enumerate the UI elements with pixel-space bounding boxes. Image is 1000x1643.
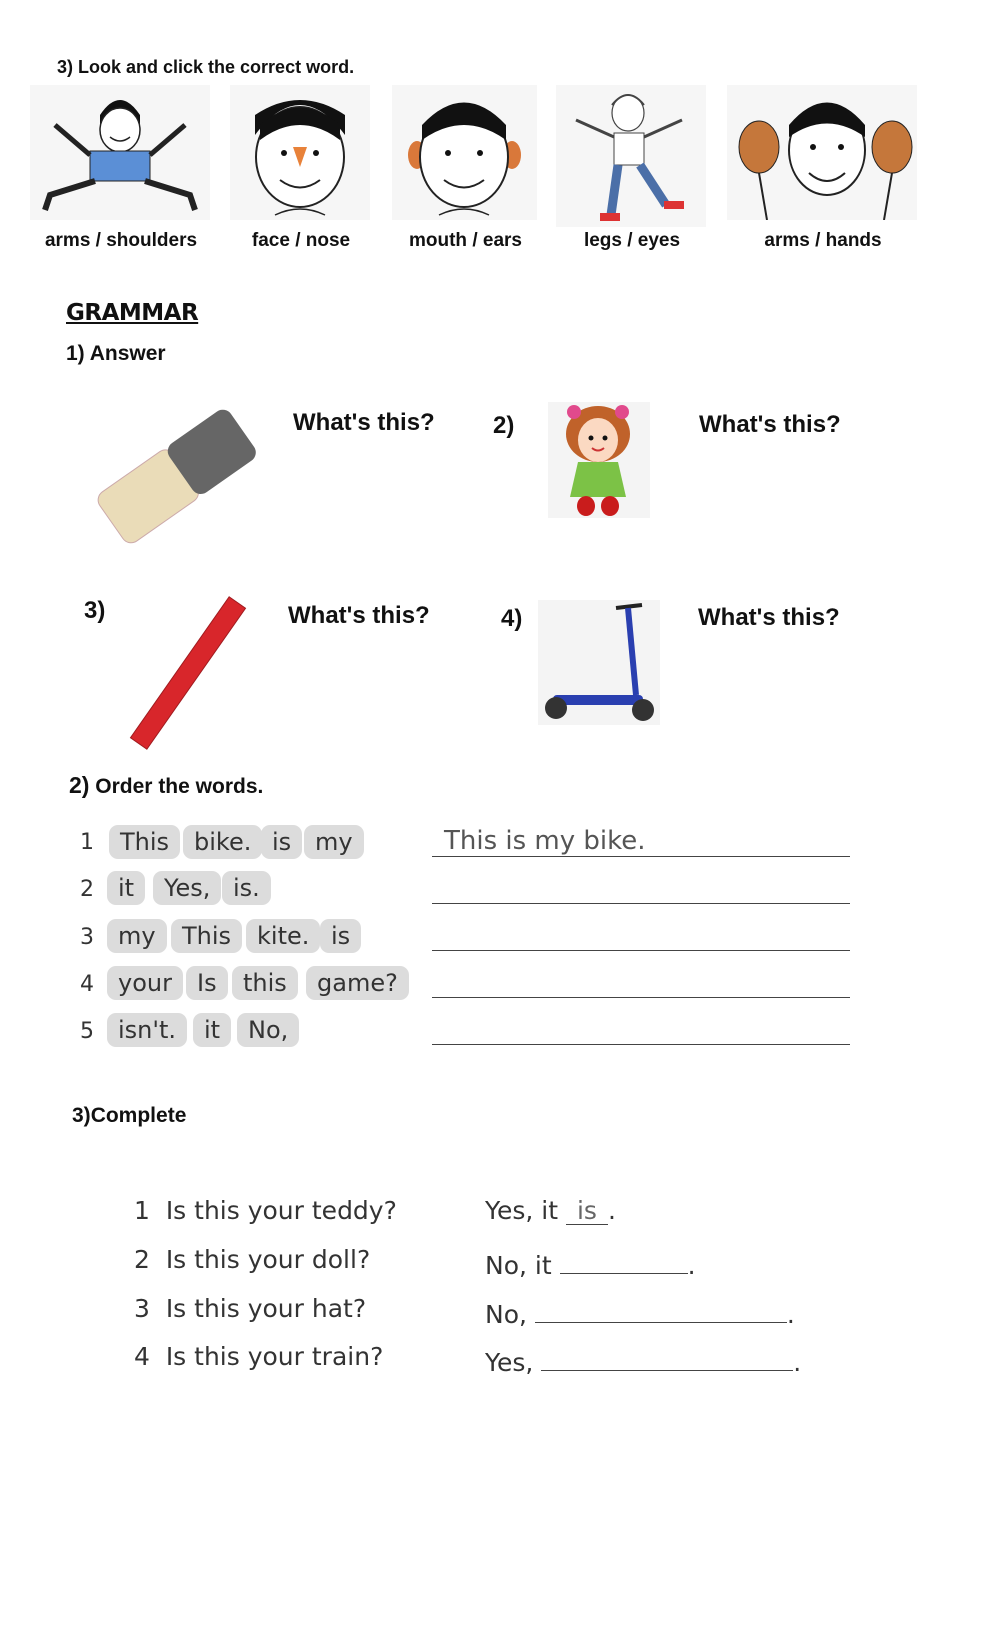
ruler-image (118, 585, 258, 760)
caption-legs-eyes[interactable]: legs / eyes (583, 230, 681, 251)
word-chip[interactable]: This (171, 919, 242, 953)
complete-row-1-answer (485, 1196, 616, 1225)
answer-3-question: What's this? (288, 602, 430, 629)
answer-prefix: Yes, it (485, 1196, 558, 1225)
boy-legs-image[interactable] (556, 85, 706, 227)
word-chip[interactable]: it (193, 1013, 231, 1047)
answer-prefix: Yes, (485, 1348, 534, 1377)
answer-prefix: No, (485, 1300, 527, 1329)
complete-row-question-text: Is this your teddy? (165, 1196, 397, 1225)
order-title (69, 772, 263, 799)
complete-row-question-text: Is this your train? (165, 1342, 384, 1371)
answer-title: 1) Answer (66, 342, 166, 365)
answer-prefix: No, it (485, 1251, 552, 1280)
answer-blank[interactable] (541, 1342, 793, 1371)
caption-mouth-ears[interactable]: mouth / ears (409, 230, 522, 251)
boy-hands-image[interactable] (727, 85, 917, 220)
complete-title (72, 1104, 186, 1128)
complete-title-num: 3) (72, 1104, 91, 1127)
order-row-1-num: 1 (80, 830, 94, 855)
word-chip[interactable]: my (304, 825, 364, 859)
word-chip[interactable]: No, (237, 1013, 299, 1047)
complete-row-question-text: Is this your hat? (165, 1294, 367, 1323)
grammar-heading: GRAMMAR (66, 300, 199, 326)
answer-blank[interactable] (560, 1245, 688, 1274)
answer-blank[interactable] (535, 1294, 787, 1323)
order-row-2-line[interactable] (432, 903, 850, 904)
word-chip[interactable]: bike. (183, 825, 262, 859)
word-chip[interactable]: isn't. (107, 1013, 187, 1047)
answer-1-question: What's this? (293, 409, 435, 436)
word-chip[interactable]: is (261, 825, 302, 859)
caption-arms-shoulders[interactable]: arms / shoulders (44, 230, 198, 251)
order-row-5-num: 5 (80, 1019, 94, 1044)
answer-2-question: What's this? (699, 411, 841, 438)
order-row-3-num: 3 (80, 925, 94, 950)
complete-row-2-answer (485, 1245, 696, 1280)
word-chip[interactable]: this (232, 966, 298, 1000)
word-chip[interactable]: game? (306, 966, 409, 1000)
complete-title-text: Complete (90, 1104, 187, 1127)
order-row-1-line[interactable] (432, 856, 850, 857)
word-chip[interactable]: kite. (246, 919, 320, 953)
complete-row-num: 1 (134, 1196, 150, 1225)
word-chip[interactable]: is (320, 919, 361, 953)
rubber-image (80, 395, 260, 555)
order-row-3-line[interactable] (432, 950, 850, 951)
word-chip[interactable]: my (107, 919, 167, 953)
order-row-4-line[interactable] (432, 997, 850, 998)
answer-suffix: . (687, 1251, 696, 1280)
complete-row-4-answer (485, 1342, 801, 1377)
answer-suffix: . (607, 1196, 616, 1225)
word-chip[interactable]: Is (186, 966, 228, 1000)
complete-row-3-question (134, 1294, 366, 1323)
complete-row-2-question (134, 1245, 370, 1274)
answer-4-question: What's this? (698, 604, 840, 631)
word-chip[interactable]: Yes, (153, 871, 221, 905)
order-row-4-num: 4 (80, 972, 94, 997)
word-chip[interactable]: your (107, 966, 183, 1000)
complete-row-1-question (134, 1196, 397, 1225)
boy-arms-image[interactable] (30, 85, 210, 220)
answer-3-num: 3) (84, 597, 106, 624)
order-title-num: 2) (69, 772, 90, 798)
answer-4-num: 4) (501, 605, 523, 632)
answer-suffix: . (786, 1300, 795, 1329)
doll-image (548, 402, 650, 518)
complete-row-question-text: Is this your doll? (165, 1245, 371, 1274)
boy-ears-image[interactable] (392, 85, 537, 220)
answer-2-num: 2) (493, 412, 515, 439)
boy-nose-image[interactable] (230, 85, 370, 220)
word-chip[interactable]: This (109, 825, 180, 859)
complete-row-3-answer (485, 1294, 795, 1329)
word-chip[interactable]: it (107, 871, 145, 905)
complete-row-num: 3 (134, 1294, 150, 1323)
order-row-5-line[interactable] (432, 1044, 850, 1045)
complete-row-num: 2 (134, 1245, 150, 1274)
caption-arms-hands[interactable]: arms / hands (764, 230, 882, 251)
order-row-2-num: 2 (80, 877, 94, 902)
order-row-1-answer: This is my bike. (444, 826, 646, 856)
complete-row-4-question (134, 1342, 383, 1371)
word-chip[interactable]: is. (222, 871, 271, 905)
complete-row-num: 4 (134, 1342, 150, 1371)
scooter-image (538, 600, 660, 725)
answer-suffix: . (793, 1348, 802, 1377)
bodyparts-title: 3) Look and click the correct word. (57, 57, 355, 77)
order-title-text: Order the words. (95, 775, 264, 798)
caption-face-nose[interactable]: face / nose (251, 230, 351, 251)
answer-blank[interactable]: is (566, 1196, 608, 1225)
